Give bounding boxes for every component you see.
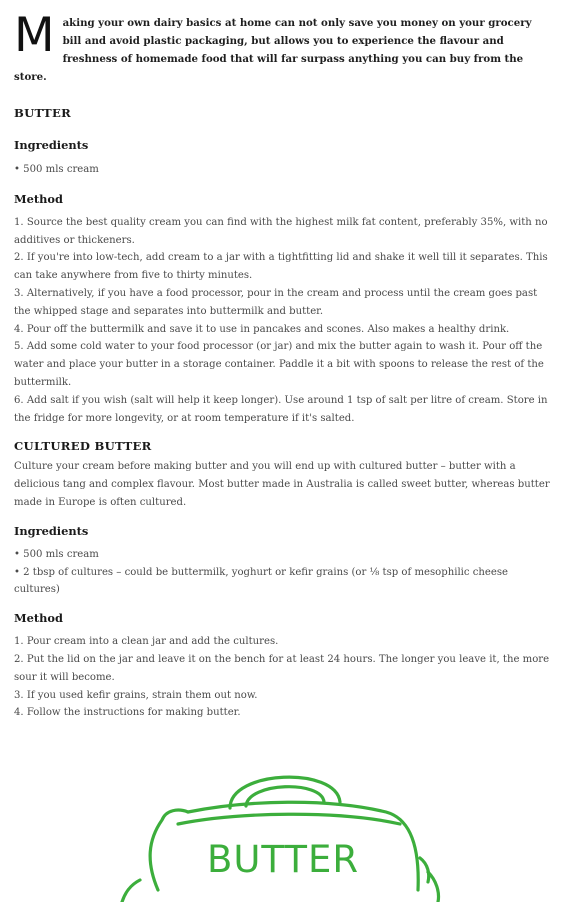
- method-step: 5. Add some cold water to your food processor (or jar) and mix the butter again to wash it. Pour off the water and place your butter in a storage container. Paddle it a bit with spoons to release the rest of the buttermilk.: [14, 341, 544, 388]
- method-step: 3. If you used kefir grains, strain them out now.: [14, 689, 258, 701]
- method-step: 4. Follow the instructions for making butter.: [14, 707, 241, 719]
- method-step: 1. Source the best quality cream you can find with the highest milk fat content, preferably 35%, with no additives or thickeners.: [14, 216, 548, 246]
- cultured-steps: [14, 633, 550, 722]
- butter-section: [14, 106, 550, 427]
- list-item: • 2 tbsp of cultures – could be buttermilk, yoghurt or kefir grains (or ⅛ tsp of mesophilic cheese cultures): [14, 566, 509, 596]
- cultured-description: Culture your cream before making butter and you will end up with cultured butter – butter with a delicious tang and complex flavour. Most butter made in Australia is called sweet butter, whereas butter made in Europe is often cultured.: [14, 461, 550, 508]
- list-item: • 500 mls cream: [14, 548, 99, 560]
- dish-side-right: [420, 858, 429, 882]
- butter-ingredients-heading: Ingredients: [14, 138, 89, 152]
- method-step: 2. If you're into low-tech, add cream to a jar with a tightfitting lid and shake it well till it separates. This can take anywhere from five to thirty minutes.: [14, 252, 548, 282]
- butter-dish-icon: [118, 762, 448, 902]
- dish-lid-rim: [178, 814, 400, 824]
- cultured-method-heading: Method: [14, 611, 63, 626]
- section-title-cultured-butter: CULTURED BUTTER: [14, 439, 152, 454]
- list-item: • 500 mls cream: [14, 164, 99, 175]
- cultured-ingredients-heading: Ingredients: [14, 523, 89, 538]
- method-step: 1. Pour cream into a clean jar and add the cultures.: [14, 636, 279, 648]
- butter-steps: [14, 214, 550, 428]
- drop-cap: M: [14, 8, 55, 63]
- intro-paragraph: [14, 8, 550, 86]
- butter-ingredients-list: [14, 161, 550, 179]
- method-step: 2. Put the lid on the jar and leave it on the bench for at least 24 hours. The longer you leave it, the more sour it will become.: [14, 653, 550, 683]
- butter-method-heading: Method: [14, 191, 63, 206]
- method-step: 6. Add salt if you wish (salt will help it keep longer). Use around 1 tsp of salt per litre of cream. Store in the fridge for more longevity, or at room temperature if it's salted.: [14, 394, 548, 424]
- article: [14, 0, 550, 722]
- cultured-ingredients-list: [14, 546, 550, 599]
- method-step: 4. Pour off the buttermilk and save it to use in pancakes and scones. Also makes a healthy drink.: [14, 323, 510, 335]
- cultured-butter-section: [14, 439, 550, 722]
- method-step: 3. Alternatively, if you have a food processor, pour in the cream and process until the cream goes past the whipped stage and separates into buttermilk and butter.: [14, 287, 538, 317]
- intro-text: aking your own dairy basics at home can not only save you money on your grocery bill and avoid plastic packaging, but allows you to experience the flavour and freshness of homemade food that will far surpass anything you can buy from the store.: [14, 17, 532, 83]
- section-title-butter: BUTTER: [14, 106, 72, 120]
- butter-label: BUTTER: [206, 838, 360, 881]
- dish-base-left: [122, 880, 140, 902]
